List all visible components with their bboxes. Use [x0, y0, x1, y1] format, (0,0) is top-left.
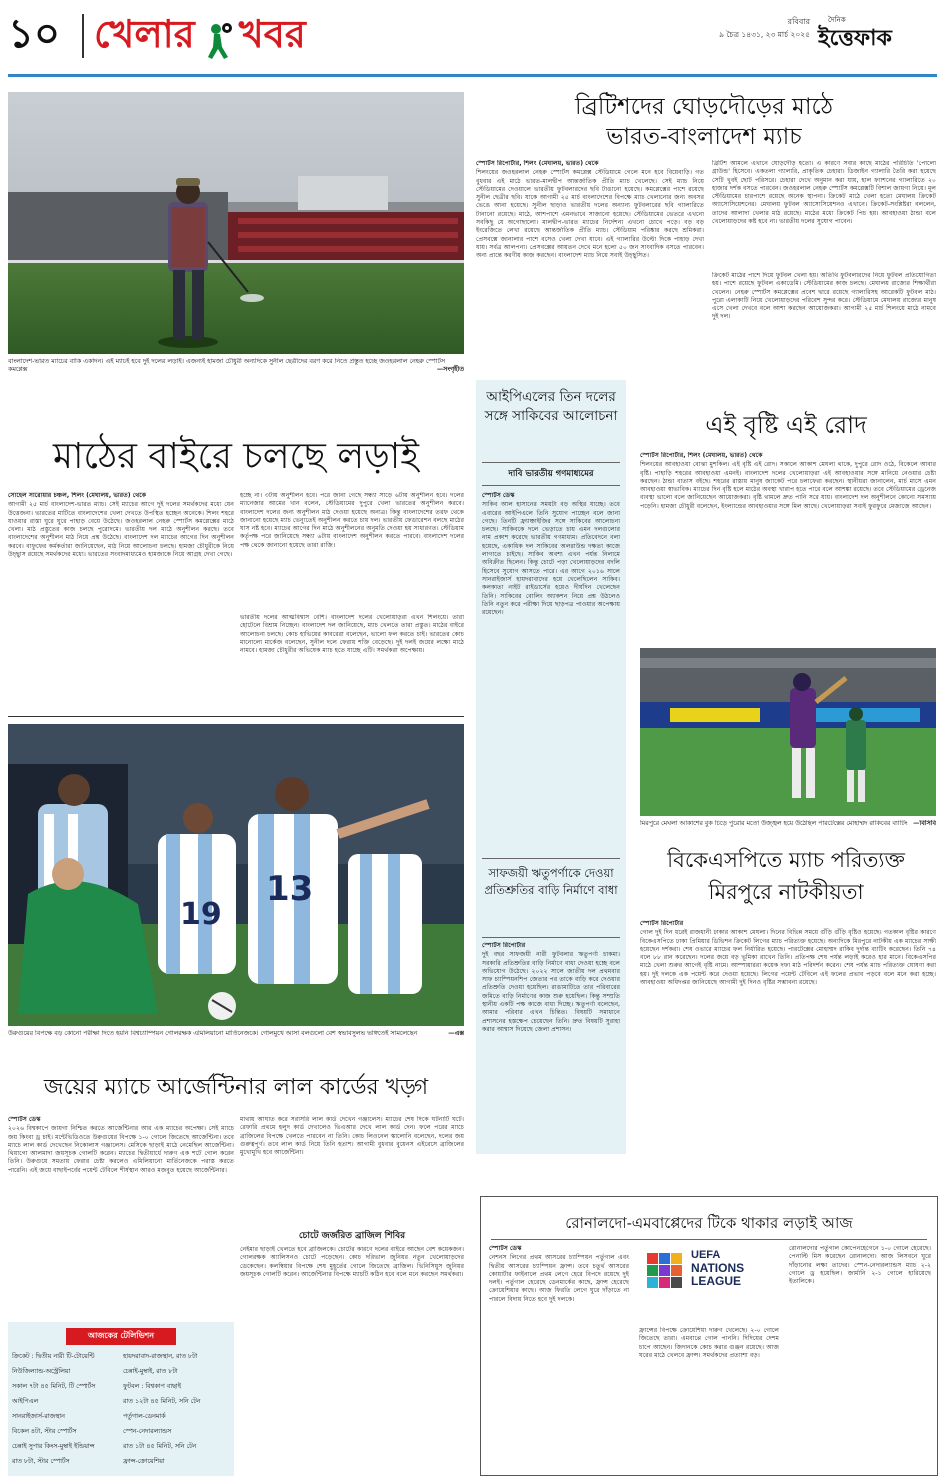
- byline: স্পোর্টস রিপোর্টার: [640, 920, 684, 927]
- tv-cell-right: রাত ১২টা ৪৫ মিনিট, সনি টেন: [123, 1398, 201, 1405]
- byline: স্পোর্টস রিপোর্টার, শিলং (মেঘালয়, ভারত) থেকে: [476, 160, 599, 167]
- argentina-col3: [240, 1246, 464, 1474]
- body-text: দুই বছর সাফজয়ী নারী ফুটবলার ঋতুপর্ণা চাকমা। সরকারি প্রতিশ্রুতির বাড়ি নির্মাণে বাধা দেওয়া হচ্ছে বলে অভিযোগ উঠেছে। ২০২২ সালে জাতীয় দল প্রথমবার সাফ চ্যাম্পিয়নশিপ জেতার পর তাকে বাড়ি করে দেওয়ার প্রতিশ্রুতি দেওয়া হয়েছিল। রাঙামাটিতে তার পরিবারের জমিতে বাড়ি নির্মাণের কাজ শুরু হয়েছিল। কিন্তু সম্প্রতি স্থানীয় একটি পক্ষ কাজে বাধা দিচ্ছে। ঋতুপর্ণা বলেছেন, আমার পরিবার এখন চিন্তিত। বিষয়টি সমাধানে প্রশাসনের হস্তক্ষেপ চেয়েছেন তিনি। দ্রুত বিষয়টি সুরাহা করার আশ্বাস দিয়েছে জেলা প্রশাসন।: [482, 951, 620, 1033]
- byline: স্পোর্টস ডেস্ক: [482, 492, 515, 499]
- photo-credit: —বিসিবি: [913, 820, 936, 827]
- racecourse-headline: [476, 92, 932, 156]
- tv-row: [12, 1439, 230, 1454]
- abandon-body: [640, 920, 936, 1184]
- cricket-photo-caption: [640, 820, 936, 838]
- byline: স্পোর্টস রিপোর্টার, শিলং (মেঘালয়, ভারত) থেকে: [640, 452, 763, 459]
- argentina-col2: [240, 1116, 464, 1222]
- rituparna-headline: সাফজয়ী ঋতুপর্ণাকে দেওয়া প্রতিশ্রুতির বাড়ি নির্মাণে বাধা: [482, 858, 620, 938]
- page-number: ১০: [8, 10, 60, 57]
- racecourse-col1: [476, 160, 704, 368]
- top-photo-caption: [8, 358, 464, 384]
- argentina-subhead: চোটে জর্জরিত ব্রাজিল শিবির: [298, 1231, 406, 1241]
- racecourse-col3: [712, 272, 936, 368]
- body-text: গোল দুই দিন ধরেই রাজধানী ঢাকার আকাশ মেঘলা। দিনের বিভিন্ন সময়ে গুঁড়ি গুঁড়ি বৃষ্টিও হয়েছে। গতকাল বৃষ্টির কারণে বিকেএসপিতে ঢাকা প্রিমিয়ার ডিভিশন ক্রিকেট লিগের ম্যাচ পরিত্যক্ত হয়েছে। অন্যদিকে মিরপুরে নাটকীয় এক ম্যাচের সাক্ষী হয়েছেন দর্শকরা। শেষ ওভারে ম্যাচের ফল নির্ধারিত হয়েছে। পারটেক্সের মোহাম্মদ রাকিব দুর্দান্ত ব্যাটিং করেছেন। তিনি ৭৪ বলে ৮৮ রান করেছেন। দলের জয়ে বড় ভূমিকা রাখেন তিনি। প্রতিপক্ষ শেষ পর্যন্ত লড়াই করেও হার মানে। বিকেএসপির মাঠে খেলা শুরুর আগেই বৃষ্টি নামে। আম্পায়াররা কয়েক দফা মাঠ পরিদর্শন করেন। শেষ পর্যন্ত ম্যাচ পরিত্যক্ত ঘোষণা করা হয়। দুই দলকে এক পয়েন্ট করে দেওয়া হয়েছে। লিগের পয়েন্ট টেবিলে এই ফলের প্রভাব পড়বে বলে মনে করা হচ্ছে। আবহাওয়া অধিদপ্তর জানিয়েছে আগামী দুই দিনও বৃষ্টির সম্ভাবনা রয়েছে।: [640, 929, 936, 987]
- ronaldo-col3: [789, 1245, 931, 1469]
- body-text: ভারতীয় দলের আত্মবিশ্বাস বেশি। বাংলাদেশ দলের খেলোয়াড়রা এখন শিলংয়ে। তারা হোটেলে বিশ্রাম নিচ্ছেন। বাংলাদেশ দল জানিয়েছে, ম্যাচ খেলতে তারা প্রস্তুত। মাঠের বাইরে আলোচনা চলছে। কোচ হাভিয়ের কাবরেরা বলেছেন, ভালো ফল করতে চাই। ভারতের কোচ মানোলো মার্কেজ বলেছেন, সুনীল দলে ফেরায় শক্তি বেড়েছে। দুই দলই জয়ের লক্ষ্যে মাঠে নামবে। হামজা চৌধুরীর অভিষেক ম্যাচ হতে যাচ্ছে এটি। সমর্থকরা অপেক্ষায়।: [240, 614, 464, 655]
- headline-line2: মিরপুরে নাটকীয়তা: [708, 880, 864, 904]
- masthead-day: রবিবার: [787, 17, 810, 26]
- fight-headline: মাঠের বাইরে চলছে লড়াই: [53, 436, 419, 477]
- paper-logo: [818, 14, 938, 54]
- rituparna-body: [476, 942, 626, 1162]
- section-title-part2: খবর: [238, 11, 306, 56]
- body-text: হচ্ছে না। ৩টায় অনুশীলন হবে। পরে জানা গেছে সন্ধ্যা সাড়ে ৬টায় অনুশীলন হবে। দলের ম্যানেজার আমের খান বলেন, স্টেডিয়ামের দুপুরে খেলা ভারতের অনুশীলন করবে। বাংলাদেশ দলের জন্য অনুশীলন মাঠ দেওয়া হয়েছে অন্যত্র। কিন্তু বাংলাদেশের তরফ থেকে জানানো হয়েছে ম্যাচ ভেন্যুতেই অনুশীলন করতে চায় দল। ভারতীয় ফেডারেশন বলছে মাঠের ঘাস নষ্ট হবে। ম্যাচের আগের দিন মাঠে অনুশীলনের অনুমতি দেওয়া হয় সাধারণত। স্টেডিয়াম কর্তৃপক্ষ পরে জানিয়েছে সন্ধ্যা ৬টায় বাংলাদেশ অনুশীলন করতে পারবে। বাংলাদেশ দলের পক্ষ থেকে জানানো হয়েছে তারা রাজি।: [240, 492, 464, 549]
- body-text: ফ্রান্সের বিপক্ষে ক্রোয়েশিয়া দারুণ খেলেছে। ২-০ গোলে জিতেছে তারা। এমবাপ্পে গোল পাননি। দিদিয়ের দেশম চাপে আছেন। জিদানকে কোচ করার গুঞ্জন রয়েছে। আজ ঘরের মাঠে খেলবে ফ্রান্স। সমর্থকদের প্রত্যাশা বড়।: [639, 1327, 779, 1359]
- tv-cell-left: সানরাইজার্স-রাজস্থান: [12, 1413, 65, 1420]
- divider: [8, 716, 464, 717]
- sakib-headline: আইপিএলের তিন দলের সঙ্গে সাকিবের আলোচনা: [484, 389, 618, 424]
- racecourse-col2: [712, 160, 936, 270]
- body-text: ২০২৬ বিশ্বকাপে জায়গা নিশ্চিত করতে আর্জেন্টিনার আর এক ম্যাচের অপেক্ষা। সেই ম্যাচে জয় কিংবা ড্র চাই। মন্টেভিডিওতে উরুগুয়ের বিপক্ষে ১-০ গোলে জিতেছে আর্জেন্টিনা। তবে ম্যাচে লাল কার্ড দেখেছেন নিকোলাস গঞ্জালেস। মেসিকে ছাড়াই মাঠে নেমেছিল আর্জেন্টিনা। থিয়াগো আলমাদা জয়সূচক গোলটি করেন। ম্যাচের দ্বিতীয়ার্ধে দারুণ এক শটে গোল করেন তিনি। উরুগুয়ে সমতায় ফেরার চেষ্টা করলেও এমিলিয়ানো মার্তিনেজকে পরাস্ত করতে পারেনি। এই জয়ে বাছাইপর্বের পয়েন্ট টেবিলে শীর্ষস্থান আরও মজবুত হয়েছে আর্জেন্টিনার।: [8, 1125, 234, 1174]
- svg-text:19: 19: [180, 897, 222, 932]
- caption-text: মিরপুরে মেঘলা আকাশের বুক চিড়ে পুরোর মতো উজ্জ্বল হয়ে উঠেছিল পারটেক্সের মোহাম্মদ রাকিবের ব্যাটিং: [640, 820, 908, 827]
- sakib-body: [476, 492, 626, 852]
- body-text: সাকিব আল হাসানের সময়টা বড় অস্থির যাচ্ছে। তবে এবারের আইপিএলে তিনি সুযোগ পাচ্ছেন বলে জানা গেছে। তিনটি ফ্র্যাঞ্চাইজির সঙ্গে সাকিবের আলোচনা চলছে। সাকিবকে দলে ভেড়াতে চায় এমন দলগুলোর নাম প্রকাশ করেছে ভারতীয় গণমাধ্যম। প্রতিবেদনে বলা হয়েছে, একাধিক দল সাকিবের অলরাউন্ড দক্ষতা কাজে লাগাতে চাইছে। সাকিব অবশ্য এখন পর্যন্ত নিলামে অবিক্রীত ছিলেন। কিন্তু চোটে পড়া খেলোয়াড়দের বদলি হিসেবে সুযোগ আসতে পারে। এর আগে ২০১৬ সালে সানরাইজার্স হায়দরাবাদের হয়ে খেলেছিলেন সাকিব। কলকাতা নাইট রাইডার্সের হয়েও দীর্ঘদিন খেলেছেন তিনি। সাকিবের বোলিং অ্যাকশন নিয়ে প্রশ্ন উঠলেও তিনি নতুন করে পরীক্ষা দিয়ে ছাড়পত্র পাওয়ার অপেক্ষায় রয়েছেন।: [482, 501, 620, 617]
- body-text: ব্রিটিশ আমলে এখানে ঘোড়দৌড় হতো। এ কারণে সবার কাছে মাঠের পরিচিতি 'পোলো গ্রাউন্ড' হিসেবে। একতলা গ্যালারি, প্রাকৃতিক চেহারা। ডিজাইন গ্যালারি তৈরি করা হয়েছে সেটি খুবই ছোট পরিসরে। চেহারা দেখে অনুমান করা যায়, হাল ফ্যাশনের গ্যালারিতে ২০ হাজার দর্শক বসতে পারবেন। জওহরলাল নেহরু স্পোর্টস কমপ্লেক্সটি বিশাল জায়গা নিয়ে। মূল স্টেডিয়ামের চারপাশে রয়েছে অনেক স্থাপনা। ক্রিকেট মাঠে খেলা হতো মেঘালয় ক্রিকেট অ্যাসোসিয়েশনের। মেঘালয় ফুটবল অ্যাসোসিয়েশনও এখানে। ক্রিকেট-সংশ্লিষ্টরা বললেন, তাদের আলাদা খেলার মাঠ রয়েছে। মাঠের মধ্যে ক্রিকেট পিচ হয়। আবহাওয়া ঠান্ডা বলে খেলোয়াড়দের কষ্ট হবে না। ভারতীয় দলের সুযোগ পাবেন।: [712, 160, 936, 226]
- photo-credit: —এক্স: [448, 1030, 464, 1037]
- abandon-headline: [636, 844, 936, 912]
- sun-body: [640, 452, 936, 642]
- body-text: ক্রিকেট মাঠের পাশে দিয়ে ফুটবল খেলা হয়। অতিথি ফুটবলারদের নিয়ে ফুটবল প্রতিযোগিতা হয়। পাশে রয়েছে ফুটবল একাডেমি। স্টেডিয়ামের কাজ চলছে। মেঘালয় রাজ্যের শিক্ষার্থীরা খেলেন। নেহরু স্পোর্টস কমপ্লেক্সের প্রবেশ দ্বারে রয়েছে গ্যালারিসহ আরেকটি ফুটবল মাঠ। পুরো এলাকাটি নিয়ে খেলোয়াড়দের পরিবেশ সুন্দর করে। স্টেডিয়ামে মেঘালয় রাজ্যের মানুষ এসে খেলা দেখবে বলে আশা করছেন আয়োজকরা। আগামী ২৫ মার্চ শিলংয়ে মাঠে নামবে দুই দল।: [712, 272, 936, 321]
- body-text: নেইমার ছাড়াই খেলতে হবে ব্রাজিলকে। চোটের কারণে দলের বাইরে আছেন বেশ কয়েকজন। গোলরক্ষক অ্যালিসনও চোটে পড়েছেন। কোচ দরিভাল জুনিয়র নতুন খেলোয়াড়দের ডেকেছেন। কলম্বিয়ার বিপক্ষে শেষ মুহূর্তের গোলে জিতেছে ব্রাজিল। ভিনিসিয়ুস জুনিয়র জয়সূচক গোলটি করেন। আর্জেন্টিনার বিপক্ষে ম্যাচটি কঠিন হবে বলে মনে করছেন সমর্থকরা।: [240, 1246, 464, 1278]
- fight-col1: [8, 492, 234, 710]
- headline-line1: ব্রিটিশদের ঘোড়দৌড়ের মাঠে: [574, 94, 834, 120]
- nations-league-logo: [639, 1243, 779, 1323]
- tv-rows: [8, 1349, 234, 1469]
- tv-cell-right: পর্তুগাল-ডেনমার্ক: [123, 1413, 166, 1420]
- sakib-subhead: দাবি ভারতীয় গণমাধ্যমের: [482, 462, 620, 486]
- tv-cell-left: সকাল ৭টা ৪৫ মিনিট, টি স্পোর্টস: [12, 1383, 96, 1390]
- argentina-col1: [8, 1116, 234, 1316]
- ronaldo-col2: [639, 1327, 779, 1469]
- tv-row: [12, 1349, 230, 1364]
- masthead-date: ৯ চৈত্র ১৪৩১, ২৩ মার্চ ২০২৫: [719, 30, 810, 39]
- section-title: [94, 8, 306, 60]
- masthead-divider: [82, 14, 84, 58]
- tv-cell-right: ফ্রান্স-ক্রোয়েশিয়া: [123, 1458, 165, 1465]
- tv-row: [12, 1364, 230, 1379]
- body-text: মাথায় আঘাত করে সরাসরি লাল কার্ড দেখেন গঞ্জালেস। ম্যাচের শেষ দিকে ঘটনাটি ঘটে। রেফারি প্রথমে হলুদ কার্ড দেখালেও ভিএআর দেখে লাল কার্ড দেন। ফলে পরের ম্যাচে ব্রাজিলের বিপক্ষে খেলতে পারবেন না তিনি। কোচ লিওনেল স্কালোনি বলেছেন, দলের জয় গুরুত্বপূর্ণ। তবে লাল কার্ড নিয়ে তিনি হতাশ। আগামী বুধবার বুয়েনস এইরেসে ব্রাজিলের মুখোমুখি হবে আর্জেন্টিনা।: [240, 1116, 464, 1157]
- tv-cell-left: চেন্নাই সুপার কিংস-মুম্বাই ইন্ডিয়ান্স: [12, 1443, 95, 1450]
- tv-cell-right: রাত ১টা ৪৫ মিনিট, সনি টেন: [123, 1443, 197, 1450]
- tv-schedule-box: [8, 1322, 234, 1476]
- tv-row: [12, 1409, 230, 1424]
- ronaldo-col1: [489, 1245, 629, 1469]
- tv-cell-left: বিকেল ৪টা, স্টার স্পোর্টস: [12, 1428, 77, 1435]
- tv-cell-left: নিউজিল্যান্ড-অস্ট্রেলিয়া: [12, 1368, 71, 1375]
- argentina-photo-caption: [8, 1030, 464, 1052]
- body-text: আগামী ২৫ মার্চ বাংলাদেশ-ভারত ম্যাচ। সেই ম্যাচের আগে দুই দলের সমর্থকদের মধ্যে যেন উত্তেজনা। ভারতের মাটিতে বাংলাদেশের খেলা দেখতে উপস্থিত হচ্ছেন অনেকে। শিলং শহরে যাওয়ার রাস্তা ঘুরে ঘুরে পাহাড় বেয়ে উঠেছে। জওহরলাল নেহরু স্পোর্টস কমপ্লেক্সের মাঠে খেলা। মাঠ প্রস্তুতের কাজ চলছে পুরোদমে। ভারতীয় দল মাঠে অনুশীলন করছে। তবে বাংলাদেশের অনুশীলন মাঠ নিয়ে প্রশ্ন উঠেছে। বাংলাদেশ দল ম্যাচের আগের দিন অনুশীলন করবে। বাফুফের কর্মকর্তারা জানিয়েছেন, মাঠ নিয়ে আলোচনা চলছে। হামজা চৌধুরীকে নিয়ে উচ্ছ্বাস রয়েছে সমর্থকদের মধ্যে। ভারতের সংবাদমাধ্যমেও হামজাকে নিয়ে আগ্রহ দেখা গেছে।: [8, 501, 234, 559]
- logo-line2: NATIONS: [691, 1261, 745, 1275]
- stadium-groundsman-photo: [8, 92, 464, 354]
- tv-cell-left: আইপিএল: [12, 1398, 39, 1405]
- tv-cell-right: ফুটবল : বিশ্বকাপ বাছাই: [123, 1383, 182, 1390]
- sakib-sidebar: [476, 380, 626, 1154]
- paper-logo-small: দৈনিক: [828, 16, 846, 24]
- svg-text:13: 13: [266, 869, 314, 909]
- ronaldo-story-box: [480, 1196, 938, 1476]
- headline-line1: বিকেএসপিতে ম্যাচ পরিত্যক্ত: [667, 848, 905, 872]
- ronaldo-headline: রোনালদো-এমবাপ্পেদের টিকে থাকার লড়াই আজ: [491, 1207, 927, 1240]
- logo-line1: UEFA: [691, 1249, 721, 1261]
- section-title-part1: খেলার: [94, 11, 195, 56]
- headline-line2: ভারত-বাংলাদেশ ম্যাচ: [606, 124, 802, 150]
- masthead: [0, 0, 945, 84]
- cricket-batting-photo: [640, 648, 936, 816]
- tv-row: [12, 1394, 230, 1409]
- football-icon: [200, 19, 234, 67]
- body-text: শিলংয়ের জওহরলাল নেহরু স্পোর্টস কমপ্লেক্স স্টেডিয়ামে গেলে মনে হবে বিয়েবাড়ি। গত বুধবার এই মাঠে ভারত-মালদ্বীপ আন্তর্জাতিক প্রীতি ম্যাচ খেলেছে। সেই ম্যাচ নিয়ে স্টেডিয়ামের দেওয়ালে ভারতীয় ফুটবলারদের ছবি টাঙানো হয়েছে। কমপ্লেক্সের পাশে রয়েছে সুনীল ছেত্রীর ছবি। যাকে আগামী ২৫ মার্চ বাংলাদেশের বিপক্ষে ম্যাচ খেলানোর জন্য অবসর ভেঙে আনা হয়েছে। সুনীল ছাড়াও ভারতীয় দলের অন্যান্য ফুটবলারের ছবি গ্যালারিতে টানানো রয়েছে। মাঠে, আশপাশে এমনভাবে সাজানো হয়েছে। স্টেডিয়ামের ভেতরে এখনো সবকিছু যে অগোছালো। মালদ্বীপ-ভারত ম্যাচের নির্দেশনা এখনো চোখে পড়ে। বড় বড় ইংরেজিতে লেখা রয়েছে আন্তর্জাতিক প্রীতি ম্যাচ। স্টেডিয়াম পরিষ্কার করছে শ্রমিকরা। প্রেসবক্সে জানালার পাশে বসেও খেলা দেখা যাবে। এই গ্যালারির উল্টো দিকে পাহাড় দেখা যায়। সর্বত্র আলপনা। প্রেসবক্সের আয়তন দেখে মনে হলো ৫০ জন সাংবাদিক বসতে পারবেন। অন্য প্রান্তে করণীয় কাজ করছেন। বাংলাদেশ ম্যাচ নিয়ে সবাই উচ্ছ্বসিত।: [476, 169, 704, 260]
- tv-title: আজকের টেলিভিশন: [66, 1328, 176, 1345]
- body-text: রোনালদোর পর্তুগাল কোপেনহেগেনে ১-০ গোলে হেরেছে। পেনাল্টি মিস করেছেন রোনালদো। আজ লিসবনে ঘুরে দাঁড়ানোর লক্ষ্য তাদের। স্পেন-নেদারল্যান্ডস ম্যাচ ২-২ গোলে ড্র হয়েছিল। জার্মানি ২-১ গোলে হারিয়েছে ইতালিকে।: [789, 1245, 931, 1286]
- caption-text: উরুগুয়ের বিপক্ষে বড় কোনো পরীক্ষা দিতে হয়নি বিশ্বচ্যাম্পিয়ন গোলরক্ষক এমিলিয়ানো মার্তিনেজকে। গোলমুখে আসা বলগুলো বেশ স্বভাবসুলভ ভঙ্গিতেই সামলেছেন: [8, 1030, 418, 1037]
- byline: স্পোর্টস ডেস্ক: [8, 1116, 41, 1123]
- tv-cell-right: হায়দরাবাদ-রাজস্থান, রাত ৮টা: [123, 1353, 198, 1360]
- masthead-rule: [8, 74, 937, 77]
- body-text: নেশনস লিগের প্রথম আসরের চ্যাম্পিয়ন পর্তুগাল এবং দ্বিতীয় আসরের চ্যাম্পিয়ন ফ্রান্স। তবে চতুর্থ আসরের কোয়ার্টার ফাইনালে প্রথম লেগে হেরে বিপদে রয়েছে দুই দলই। পর্তুগাল হেরেছে ডেনমার্কের কাছে, ফ্রান্স হেরেছে ক্রোয়েশিয়ার কাছে। আজ ফিরতি লেগে ঘুরে দাঁড়াতে না পারলে বিদায় নিতে হবে দুই দলকে।: [489, 1254, 629, 1303]
- caption-text: বাংলাদেশ-ভারত ম্যাচের বাকি একদিন। এই ম্যাচই হবে দুই দলের লড়াই। এজন্যই হামজা চৌধুরী অন্যদিকে সুনীল ছেত্রীদের বরণ করে নিতে প্রস্তুত হচ্ছে জওহরলাল নেহরু স্পোর্টস কমপ্লেক্স: [8, 358, 446, 374]
- paper-logo-name: ইত্তেফাক: [818, 25, 892, 51]
- tv-row: [12, 1424, 230, 1439]
- argentina-headline: জয়ের ম্যাচে আর্জেন্টিনার লাল কার্ডের খড়্গ: [43, 1075, 429, 1100]
- byline: সোহেল সারোয়ার চঞ্চল, শিলং (মেঘালয়, ভারত) থেকে: [8, 492, 147, 499]
- tv-cell-right: স্পেন-নেদারল্যান্ডস: [123, 1428, 172, 1435]
- tv-cell-right: চেন্নাই-মুম্বাই, রাত ৮টা: [123, 1368, 178, 1375]
- tv-cell-left: ক্রিকেট : দ্বিতীয় নারী টি-টোয়েন্টি: [12, 1353, 95, 1360]
- body-text: শিলংয়ের আবহাওয়া বোঝা মুশকিল। এই বৃষ্টি এই রোদ। সকালে আকাশ মেঘলা থাকে, দুপুরে রোদ ওঠে, বিকেলে আবার বৃষ্টি। পাহাড়ি শহরের আবহাওয়া এমনই। বাংলাদেশ দলের খেলোয়াড়রা এই আবহাওয়ার সঙ্গে মানিয়ে নেওয়ার চেষ্টা করছেন। ঠান্ডা বাতাস বইছে। শহরের রাস্তায় মানুষ জ্যাকেট পরে চলাফেরা করছেন। স্থানীয়রা জানালেন, মার্চ মাসে এমন আবহাওয়া স্বাভাবিক। ম্যাচের দিন বৃষ্টি হলে মাঠের অবস্থা খারাপ হতে পারে বলে আশঙ্কা রয়েছে। তবে স্টেডিয়ামের ড্রেনেজ ব্যবস্থা ভালো বলে জানিয়েছেন আয়োজকরা। বৃষ্টি থামলে দ্রুত পানি সরে যায়। বাংলাদেশ দল অনুশীলনে কোনো সমস্যায় পড়েনি। হামজা চৌধুরী বলেছেন, ইংল্যান্ডের আবহাওয়ার সঙ্গে মিল আছে। খেলোয়াড়রা সবাই ফুরফুরে মেজাজে আছেন।: [640, 461, 936, 510]
- logo-line3: LEAGUE: [691, 1274, 742, 1288]
- photo-credit: —সংগৃহীত: [436, 366, 464, 374]
- fight-col2: [240, 492, 464, 612]
- byline: স্পোর্টস ডেস্ক: [489, 1245, 522, 1252]
- tv-cell-left: রাত ৮টা, স্টার স্পোর্টস: [12, 1458, 70, 1465]
- tv-row: [12, 1379, 230, 1394]
- argentina-match-photo: [8, 724, 464, 1026]
- fight-col3: [240, 614, 464, 710]
- tv-row: [12, 1454, 230, 1469]
- sun-headline: এই বৃষ্টি এই রোদ: [705, 411, 867, 439]
- byline: স্পোর্টস রিপোর্টার: [482, 942, 526, 949]
